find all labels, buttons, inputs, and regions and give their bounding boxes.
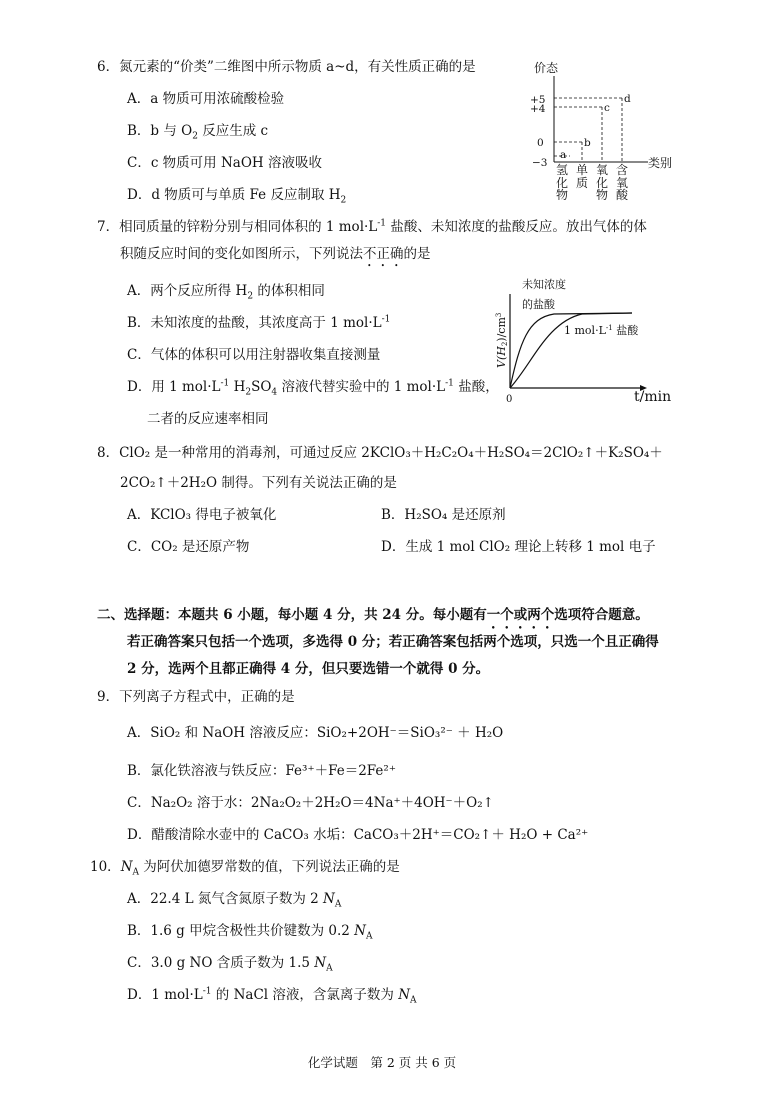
q10-option-a: A．22.4 L 氮气含氮原子数为 2 $N_A$ (127, 891, 342, 910)
q7-stem-line2: 积随反应时间的变化如图所示，下列说法不正确的是 (120, 246, 431, 262)
q9-stem: 9．下列离子方程式中，正确的是 (97, 689, 295, 705)
chart-category: 氧化物 (596, 163, 609, 202)
q8-option-b: B．H₂SO₄ 是还原剂 (381, 507, 506, 523)
graph-origin: 0 (506, 394, 513, 405)
q6-stem: 6．氮元素的“价类”二维图中所示物质 a~d，有关性质正确的是 (97, 59, 476, 75)
q7-option-a: A．两个反应所得 $H_2$ 的体积相同 (127, 283, 325, 302)
q8-option-d: D．生成 1 mol ClO₂ 理论上转移 1 mol 电子 (381, 539, 656, 555)
q9-option-a: A．SiO₂ 和 NaOH 溶液反应：SiO₂+2OH⁻＝SiO₃²⁻ ＋ H₂O (127, 725, 504, 741)
q6-option-c: C．c 物质可用 NaOH 溶液吸收 (127, 155, 322, 171)
chart-y-tick: +4 (530, 103, 546, 115)
q10-option-c: C．3.0 g NO 含质子数为 1.5 $N_A$ (127, 955, 333, 974)
q6-option-d: D．d 物质可与单质 Fe 反应制取 $H_2$ (127, 187, 347, 206)
q8-option-c: C．CO₂ 是还原产物 (127, 539, 250, 555)
chart-y-tick: 0 (537, 137, 544, 149)
q10-option-b: B．1.6 g 甲烷含极性共价键数为 0.2 $N_A$ (127, 923, 373, 942)
graph-x-label: t/min (634, 389, 672, 405)
q7-option-c: C．气体的体积可以用注射器收集直接测量 (127, 347, 381, 363)
chart-point-c: c (604, 102, 610, 114)
q7-option-d-line2: 二者的反应速率相同 (147, 411, 269, 427)
q10-stem: 10．$N_A$ 为阿伏加德罗常数的值，下列说法正确的是 (90, 859, 400, 878)
q9-option-b: B．氯化铁溶液与铁反应：Fe³⁺＋Fe＝2Fe²⁺ (127, 763, 396, 779)
section2-line1: 二、选择题：本题共 6 小题，每小题 4 分，共 24 分。每小题有一个或两个选项符合题意。 (97, 607, 649, 623)
gas-volume-time-graph (492, 272, 682, 408)
chart-category: 氢化物 (556, 163, 569, 202)
chart-x-title: 类别 (648, 156, 673, 170)
chart-point-d: d (624, 93, 631, 105)
q10-option-d: D．1 $mol\cdot L^{-1}$ 的 NaCl 溶液，含氯离子数为 $N_A$ (127, 986, 417, 1006)
curve2-label: 1 $mol\cdot L^{-1}$ 盐酸 (564, 324, 639, 337)
q7-stem-line1: 7．相同质量的锌粉分别与相同体积的 1 $mol\cdot L^{-1}$ 盐酸、未知浓度的盐酸反应。放出气体的体 (97, 218, 647, 235)
chart-y-title: 价态 (534, 61, 559, 75)
chart-point-b: b (584, 137, 591, 149)
q8-line1: 8．ClO₂ 是一种常用的消毒剂，可通过反应 2KClO₃＋H₂C₂O₄＋H₂SO₄＝2ClO₂↑＋K₂SO₄＋ (97, 445, 663, 461)
q7-option-b: B．未知浓度的盐酸，其浓度高于 1 $mol\cdot L^{-1}$ (127, 314, 391, 331)
section2-line3: 2 分，选两个且都正确得 4 分，但只要选错一个就得 0 分。 (127, 661, 490, 677)
chart-y-tick: −3 (532, 157, 548, 169)
q8-line2: 2CO₂↑＋2H₂O 制得。下列有关说法正确的是 (120, 475, 397, 491)
section2-line2: 若正确答案只包括一个选项，多选得 0 分；若正确答案包括两个选项，只选一个且正确得 (127, 634, 659, 650)
q6-option-a: A．a 物质可用浓硫酸检验 (127, 91, 285, 107)
curve1-label-line2: 的盐酸 (522, 298, 555, 311)
q7-option-d: D．用 1 $mol\cdot L^{-1}$ $H_2SO_4$ 溶液代替实验中的 1 $mol\cdot L^{-1}$ 盐酸， (127, 378, 499, 398)
graph-y-label: $V(H2)/cm^3$ (495, 312, 509, 368)
q6-option-b: B．b 与 $O_2$ 反应生成 c (127, 123, 269, 142)
curve1-label-line1: 未知浓度 (522, 278, 566, 291)
chart-category: 单质 (576, 163, 589, 190)
q8-option-a: A．KClO₃ 得电子被氧化 (127, 507, 277, 523)
page-footer: 化学试题 第 2 页 共 6 页 (307, 1055, 457, 1070)
chart-point-a: a (560, 149, 567, 161)
q9-option-d: D．醋酸清除水壶中的 CaCO₃ 水垢：CaCO₃＋2H⁺＝CO₂↑＋ H₂O + Ca²⁺ (127, 827, 589, 843)
q9-option-c: C．Na₂O₂ 溶于水：2Na₂O₂＋2H₂O＝4Na⁺＋4OH⁻＋O₂↑ (127, 795, 494, 811)
chart-category: 含氧酸 (616, 163, 629, 202)
chart-y-tick: +5 (530, 94, 546, 106)
